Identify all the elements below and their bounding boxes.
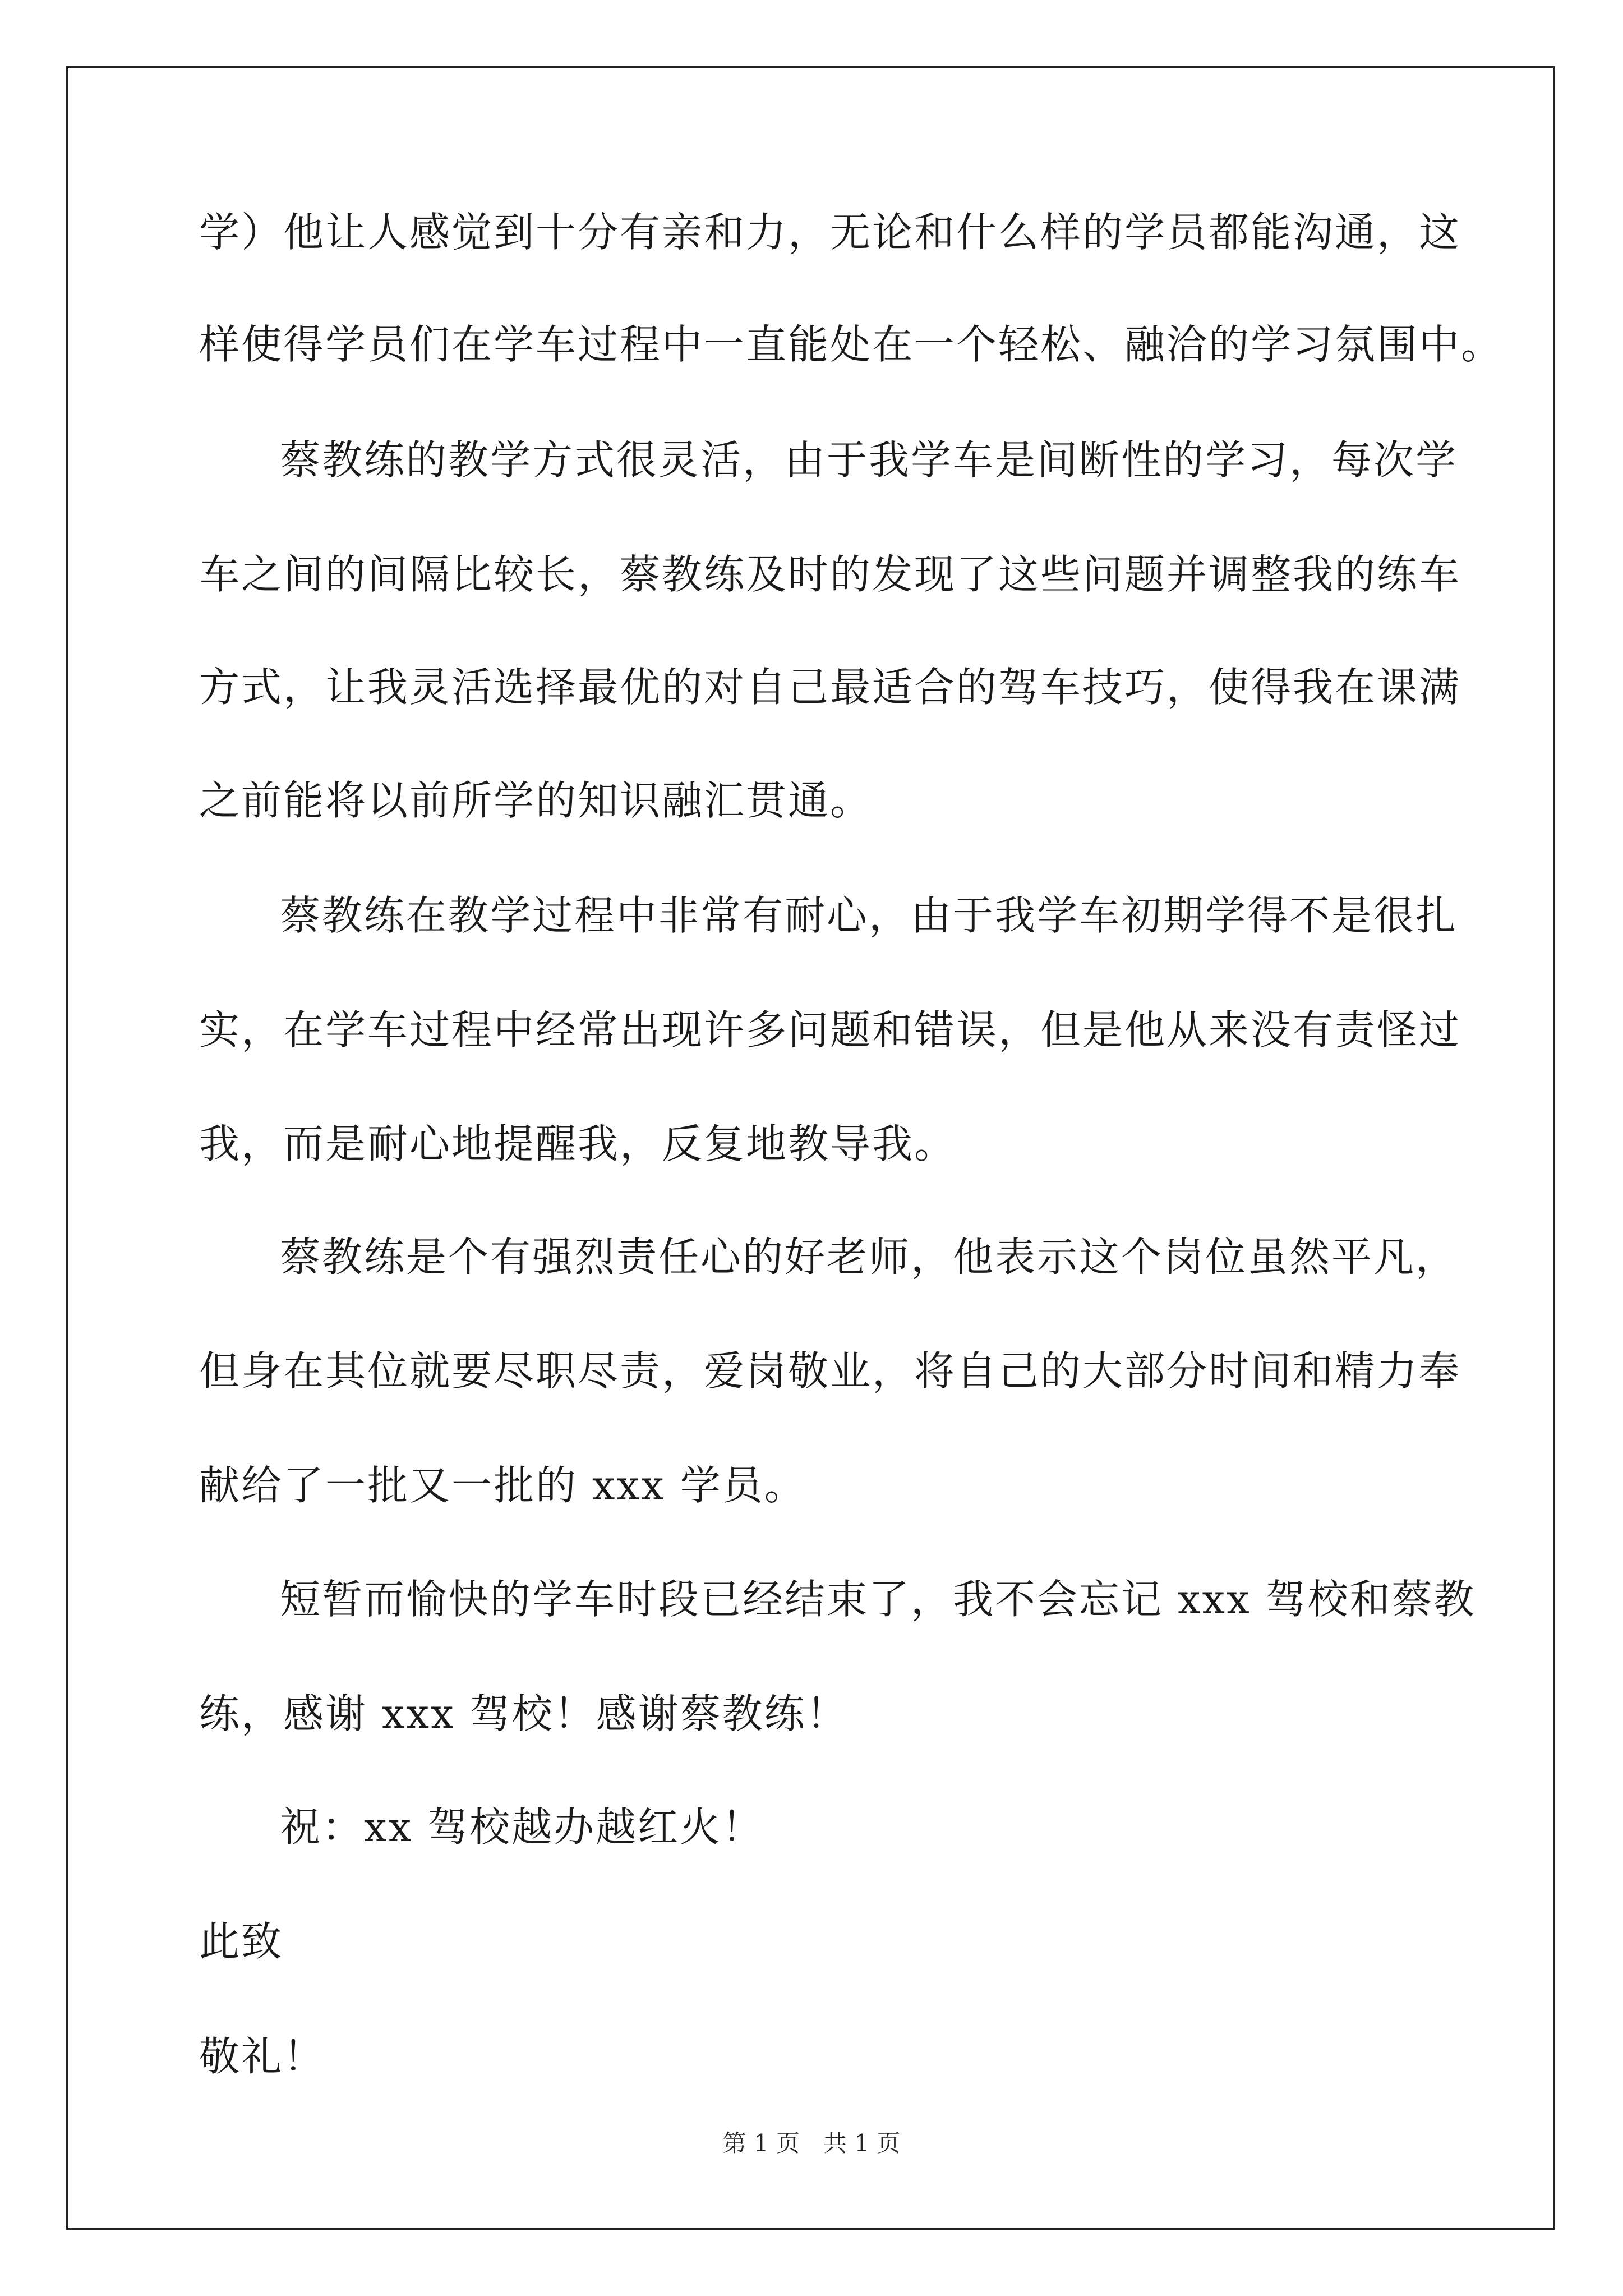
paragraph-start-line: 短暂而愉快的学车时段已经结束了，我不会忘记 xxx 驾校和蔡教	[280, 1576, 1476, 1623]
closing-salutation: 敬礼！	[199, 2033, 326, 2080]
text-line: 实，在学车过程中经常出现许多问题和错误，但是他从来没有责怪过	[199, 1006, 1461, 1053]
text-line: 方式，让我灵活选择最优的对自己最适合的驾车技巧，使得我在课满	[199, 664, 1461, 711]
text-line: 但身在其位就要尽职尽责，爱岗敬业，将自己的大部分时间和精力奉	[199, 1347, 1461, 1395]
text-line: 样使得学员们在学车过程中一直能处在一个轻松、融洽的学习氛围中。	[199, 321, 1504, 368]
closing-salutation: 此致	[199, 1918, 284, 1965]
paragraph-start-line: 蔡教练在教学过程中非常有耐心，由于我学车初期学得不是很扎	[280, 892, 1458, 939]
text-line: 之前能将以前所学的知识融汇贯通。	[199, 777, 873, 824]
closing-wish: 祝：xx 驾校越办越红火！	[280, 1803, 764, 1851]
paragraph-start-line: 蔡教练的教学方式很灵活，由于我学车是间断性的学习，每次学	[280, 436, 1458, 484]
text-line: 车之间的间隔比较长，蔡教练及时的发现了这些问题并调整我的练车	[199, 551, 1461, 598]
text-line: 练，感谢 xxx 驾校！感谢蔡教练！	[199, 1690, 849, 1737]
paragraph-start-line: 蔡教练是个有强烈责任心的好老师，他表示这个岗位虽然平凡，	[280, 1234, 1458, 1281]
text-line: 我，而是耐心地提醒我，反复地教导我。	[199, 1120, 957, 1167]
text-line: 献给了一批又一批的 xxx 学员。	[199, 1462, 806, 1509]
text-line: 学）他让人感觉到十分有亲和力，无论和什么样的学员都能沟通，这	[199, 209, 1461, 256]
page-number: 第 1 页 共 1 页	[722, 2129, 901, 2157]
